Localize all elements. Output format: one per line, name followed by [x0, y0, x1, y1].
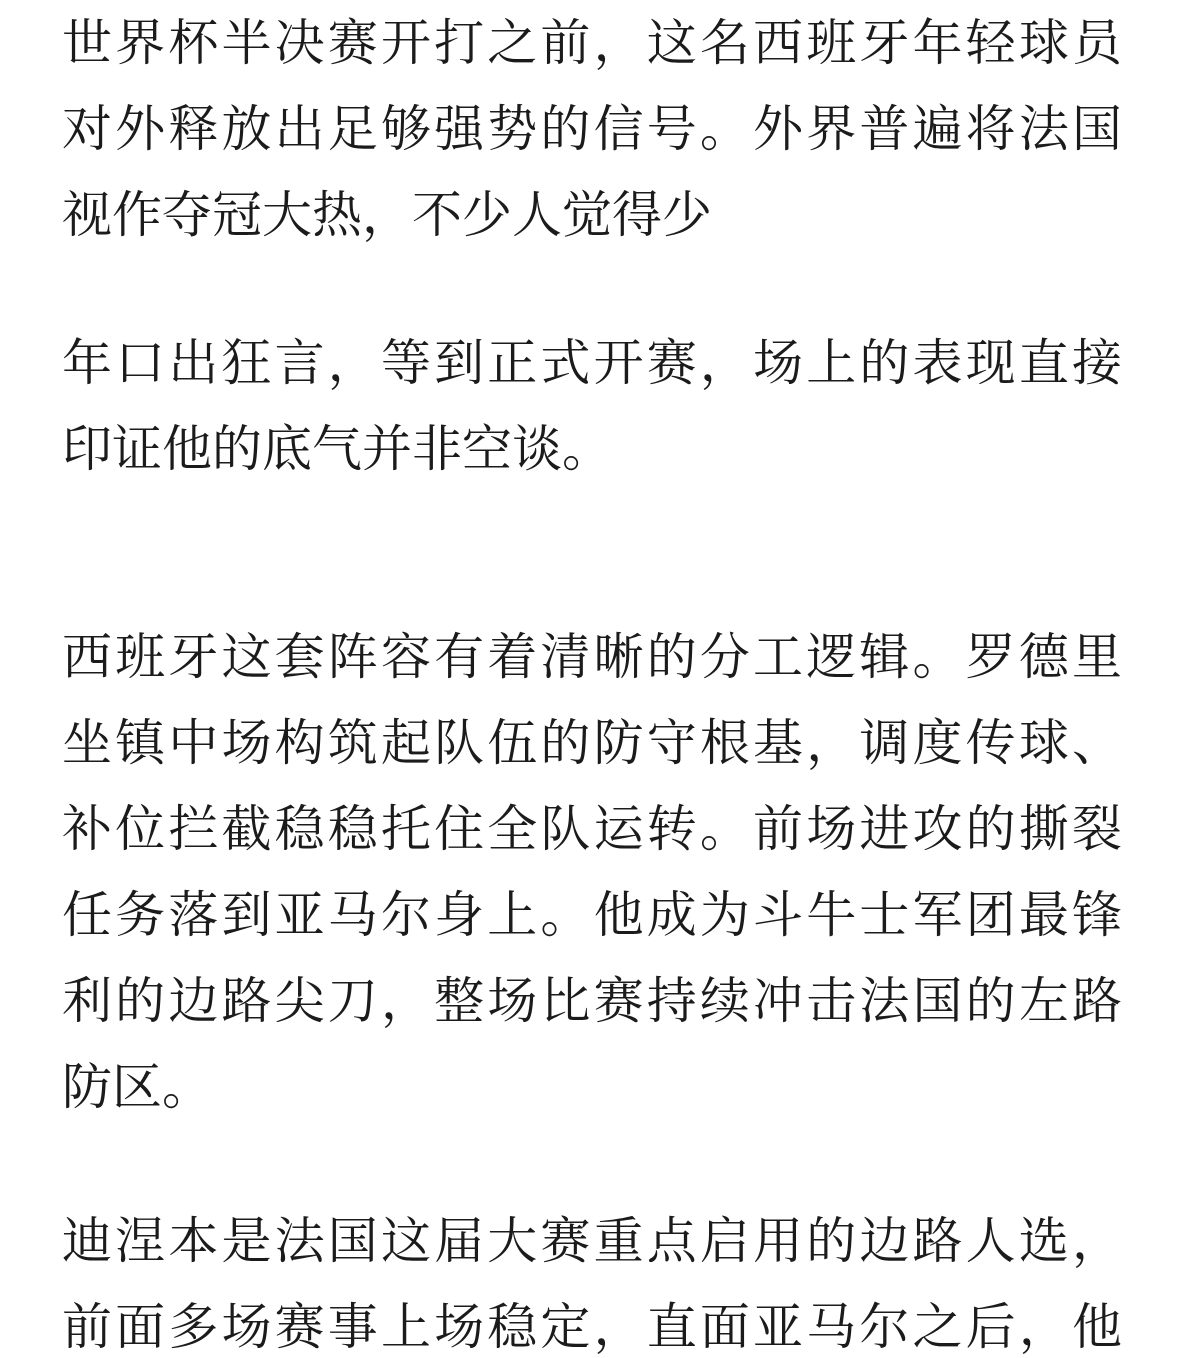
article-text-line: 坐镇中场构筑起队伍的防守根基，调度传球、 [62, 714, 1122, 772]
article-text-line: 世界杯半决赛开打之前，这名西班牙年轻球员 [62, 14, 1122, 72]
article-text-line: 利的边路尖刀，整场比赛持续冲击法国的左路 [62, 972, 1122, 1030]
article-text-line: 视作夺冠大热，不少人觉得少 [62, 186, 712, 244]
article-text-line: 前面多场赛事上场稳定，直面亚马尔之后，他 [62, 1298, 1122, 1356]
article-text-line: 防区。 [62, 1058, 212, 1116]
article-text-line: 迪涅本是法国这届大赛重点启用的边路人选， [62, 1212, 1122, 1270]
article-text-line: 任务落到亚马尔身上。他成为斗牛士军团最锋 [62, 886, 1122, 944]
article-text-line: 印证他的底气并非空谈。 [62, 420, 612, 478]
article-text-line: 补位拦截稳稳托住全队运转。前场进攻的撕裂 [62, 800, 1122, 858]
article-text-line: 对外释放出足够强势的信号。外界普遍将法国 [62, 100, 1122, 158]
article-text-line: 西班牙这套阵容有着清晰的分工逻辑。罗德里 [62, 628, 1122, 686]
article-text-line: 年口出狂言，等到正式开赛，场上的表现直接 [62, 334, 1122, 392]
